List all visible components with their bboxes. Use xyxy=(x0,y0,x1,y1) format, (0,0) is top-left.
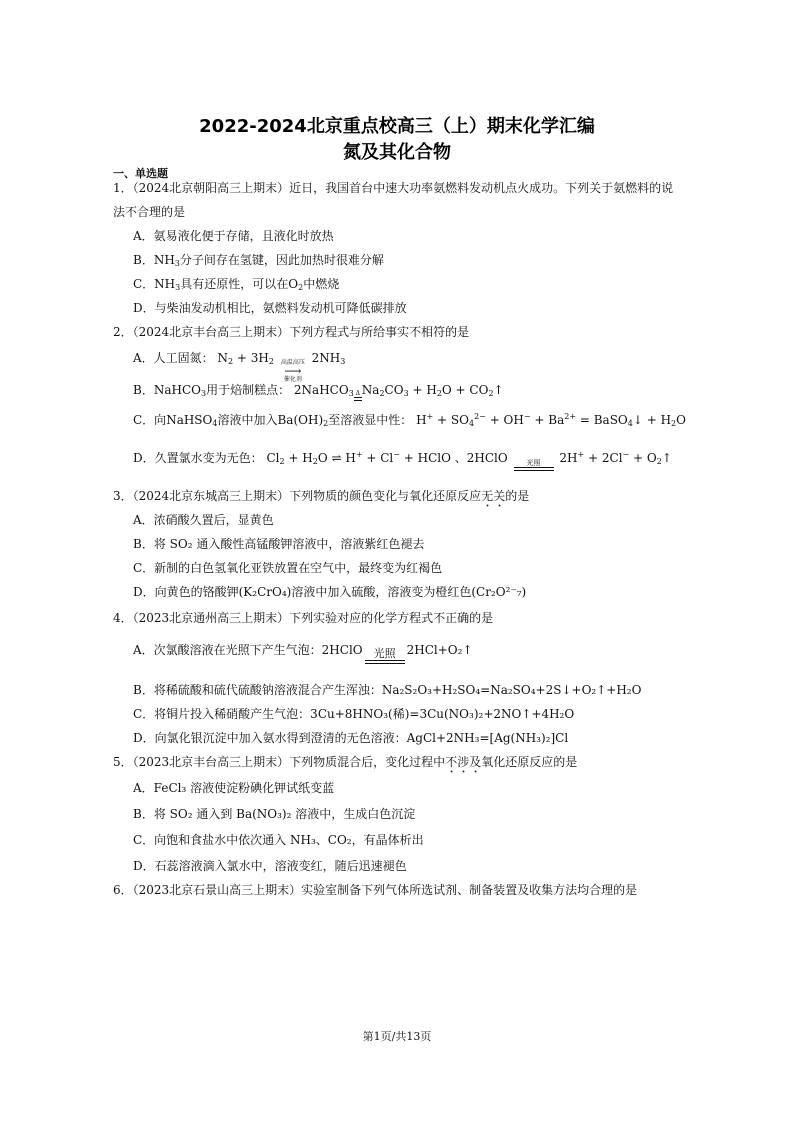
q2-c-ionic-equation: $H^+ + SO_4^{2-} + OH^- + Ba^{2+}$ = BaSO$_4$↓ + $H_2O$ xyxy=(416,412,686,428)
q2-option-d xyxy=(133,450,672,471)
q2-c-text3: 至溶液显中性： xyxy=(328,413,413,427)
q2-b-delta: Δ xyxy=(355,390,360,397)
q4-a-post: 2HCl+O₂↑ xyxy=(406,643,473,657)
q1-option-b xyxy=(133,252,384,268)
q2-d-products: $2H^+ + 2Cl^- + O_2↑$ xyxy=(559,450,672,466)
q1-c-sub2: 2 xyxy=(298,283,304,292)
q1-b-pre: B．NH xyxy=(133,253,175,267)
q4-option-c: C．将铜片投入稀硝酸产生气泡：3Cu+8HNO₃(稀)=3Cu(NO₃)₂+2NO↑+4H₂O xyxy=(133,707,575,721)
q2-a-cond-bot: 催化剂 xyxy=(283,376,302,383)
page-footer: 第1页/共13页 xyxy=(362,1030,432,1043)
q4-option-d: D．向氯化银沉淀中加入氨水得到澄清的无色溶液：AgCl+2NH₃=[Ag(NH₃)₂]Cl xyxy=(133,731,569,745)
q2-d-equation1: $Cl_2 + H_2O$ ⇌ H+ + Cl− + HClO 、2HClO xyxy=(266,450,508,466)
q1-c-sub: 3 xyxy=(175,283,181,292)
q5-stem-pre: 5．（2023北京丰台高三上期末）下列物质混合后，变化过程中 xyxy=(113,755,446,769)
q2-a-reaction-arrow: 高温高压 ⟶ 催化剂 xyxy=(280,359,305,383)
q2-b-equation: 2NaHCO$_3$ xyxy=(293,383,354,398)
q2-d-text: D．久置氯水变为无色： xyxy=(133,451,263,465)
page-subtitle: 氮及其化合物 xyxy=(343,142,451,163)
q2-option-c xyxy=(133,412,686,428)
q2-d-cond: 光照 xyxy=(526,459,541,467)
q2-b-products: $Na_2CO_3 + H_2O$ + $CO_2↑$ xyxy=(361,383,504,398)
q2-a-product: $2NH_3$ xyxy=(311,351,346,366)
section-heading: 一、单选题 xyxy=(113,167,168,180)
q1-c-post: 中燃烧 xyxy=(303,277,340,291)
q2-a-eq-left: N xyxy=(217,351,228,365)
q3-stem-pre: 3．（2024北京东城高三上期末）下列物质的颜色变化与氧化还原反应 xyxy=(113,489,482,503)
q2-c-text1: C．向 xyxy=(133,413,167,427)
q6-stem: 6．（2023北京石景山高三上期末）实验室制备下列气体所选试剂、制备装置及收集方法均合理的是 xyxy=(113,883,638,897)
q1-c-pre: C．NH xyxy=(133,277,176,291)
q1-b-post: 分子间存在氢键，因此加热时很难分解 xyxy=(179,253,384,267)
q1-c-mid: 具有还原性，可以在O xyxy=(180,277,299,291)
q5-stem-post: 氧化还原反应的是 xyxy=(481,755,578,769)
q3-stem-emphasis: 无关 xyxy=(481,489,506,503)
q4-a-cond: 光照 xyxy=(373,647,396,660)
q2-option-a xyxy=(133,350,345,383)
q3-stem xyxy=(113,488,529,510)
q2-d-light-condition xyxy=(514,459,554,471)
q1-stem-line2: 法不合理的是 xyxy=(113,205,186,219)
q5-option-b: B．将 SO₂ 通入到 Ba(NO₃)₂ 溶液中，生成白色沉淀 xyxy=(133,807,416,821)
q2-option-b xyxy=(133,382,504,401)
q2-b-label: B．NaHCO$_3$ xyxy=(133,383,207,398)
q1-option-c xyxy=(133,276,339,292)
q4-option-a xyxy=(133,642,473,664)
q3-option-d: D．向黄色的铬酸钾(K₂CrO₄)溶液中加入硫酸，溶液变为橙红色(Cr₂O²⁻₇) xyxy=(133,585,527,599)
q2-a-equation: $N_2 + 3H_2$ xyxy=(217,351,274,366)
q4-stem: 4．（2023北京通州高三上期末）下列实验对应的化学方程式不正确的是 xyxy=(113,611,494,625)
q1-option-d: D．与柴油发动机相比，氨燃料发动机可降低碳排放 xyxy=(133,301,407,315)
q2-a-text: A．人工固氮： xyxy=(133,351,214,365)
q5-option-a: A．FeCl₃ 溶液使淀粉碘化钾试纸变蓝 xyxy=(133,781,335,795)
q1-b-sub: 3 xyxy=(174,259,180,268)
q4-a-text: A．次氯酸溶液在光照下产生气泡：2HClO xyxy=(133,643,363,657)
q3-option-c: C．新制的白色氢氧化亚铁放置在空气中，最终变为红褐色 xyxy=(133,561,443,575)
q2-c-nahso4: NaHSO$_4$ xyxy=(166,413,218,428)
q5-stem xyxy=(113,754,577,776)
q3-option-a: A．浓硝酸久置后，显黄色 xyxy=(133,513,274,527)
q4-option-b: B．将稀硫酸和硫代硫酸钠溶液混合产生浑浊：Na₂S₂O₃+H₂SO₄=Na₂SO₄+2S↓+O₂↑+H₂O xyxy=(133,683,642,697)
q3-stem-post: 的是 xyxy=(505,489,530,503)
q1-stem-line1: 1．（2024北京朝阳高三上期末）近日，我国首台中速大功率氨燃料发动机点火成功。下列关于氨燃料的说 xyxy=(113,181,674,195)
q5-option-c: C．向饱和食盐水中依次通入 NH₃、CO₂，有晶体析出 xyxy=(133,833,424,847)
q5-option-d: D．石蕊溶液滴入氯水中，溶液变红，随后迅速褪色 xyxy=(133,859,407,873)
q2-stem: 2．（2024北京丰台高三上期末）下列方程式与所给事实不相符的是 xyxy=(113,325,470,339)
q1-option-a: A．氨易液化便于存储，且液化时放热 xyxy=(133,229,334,243)
page-title: 2022-2024北京重点校高三（上）期末化学汇编 xyxy=(199,116,595,137)
q2-b-delta-sign xyxy=(354,391,362,401)
q2-b-text: 用于焙制糕点： xyxy=(206,383,291,397)
q2-c-text2: 溶液中加入 xyxy=(217,413,278,427)
q4-a-light-condition xyxy=(365,648,405,664)
q3-option-b: B．将 SO₂ 通入酸性高锰酸钾溶液中，溶液紫红色褪去 xyxy=(133,537,425,551)
q5-stem-emphasis: 不涉及 xyxy=(445,755,482,769)
q2-a-cond-top: 高温高压 xyxy=(280,359,305,366)
q2-c-baoh2: $Ba(OH)_2$ xyxy=(277,413,329,428)
